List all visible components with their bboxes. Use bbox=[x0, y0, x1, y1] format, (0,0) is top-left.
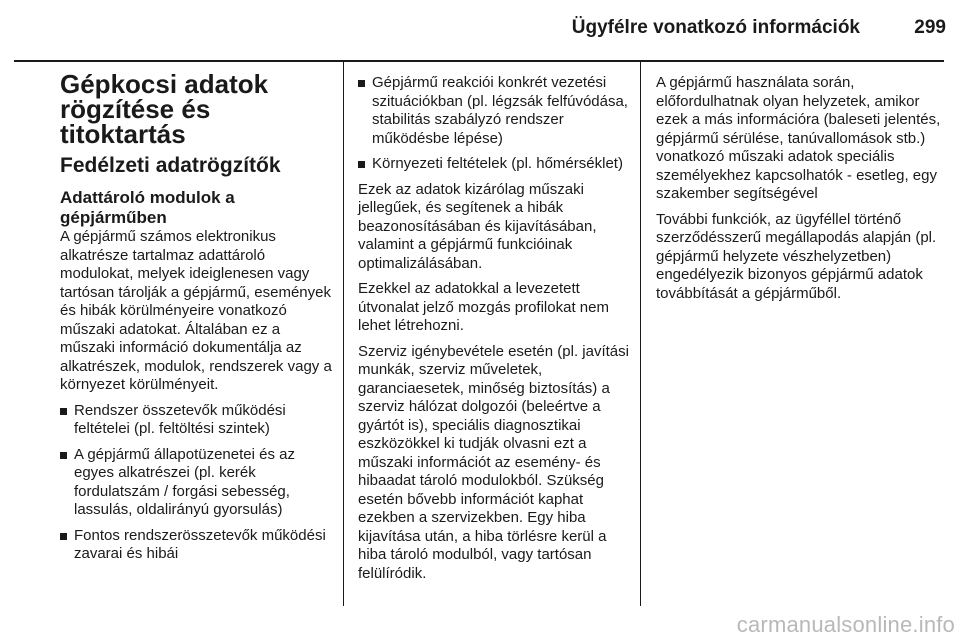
section-title: Fedélzeti adatrögzítők bbox=[60, 154, 281, 177]
column-divider-1 bbox=[343, 62, 344, 606]
list-item: Fontos rendszerösszetevők működési zavarai és hibái bbox=[60, 527, 338, 564]
list-item: Rendszer összetevők működési feltételei (pl. feltöltési szintek) bbox=[60, 402, 338, 439]
page-number: 299 bbox=[914, 17, 946, 38]
body-paragraph: Szerviz igénybevétele esetén (pl. javítási munkák, szerviz műveletek, garanciaesetek, minőség biztosítás) a szerviz hálózat dolgozói (beleértve a gyártót is), speciális diagnosztikai eszközökkel ki tudják olvasni ezt a műszaki információt az esemény- és hibaadat tároló modulokból. Szükség esetén bővebb információt kaphat ezekben a szervizekben. Egy hiba kijavítása után, a hiba törlésre kerül a hiba tároló modulból, vagy tartósan felülíródik. bbox=[358, 342, 629, 582]
column-1 bbox=[60, 62, 338, 571]
body-paragraph: Ezek az adatok kizárólag műszaki jellegűek, és segítenek a hibák beazonosításában és kijavításában, valamint a gépjármű funkcióinak optimalizálásában. bbox=[358, 180, 597, 272]
watermark: carmanualsonline.info bbox=[736, 612, 955, 637]
list-item: Gépjármű reakciói konkrét vezetési szituációkban (pl. légzsák felfúvódása, stabilitás szabályzó rendszer működésbe lépése) bbox=[358, 74, 636, 148]
list-item: Környezeti feltételek (pl. hőmérséklet) bbox=[358, 155, 636, 174]
body-paragraph: A gépjármű használata során, előfordulhatnak olyan helyzetek, amikor ezek a más információra (baleseti jelentés, gépjármű sérülése, tanúvallomások stb.) vonatkozó műszaki adatok speciális személyekhez kapcsolhatók - esetleg, egy szakember segítségével bbox=[656, 74, 941, 202]
chapter-title: Gépkocsi adatok rögzítése és titoktartás bbox=[60, 69, 269, 149]
body-paragraph: További funkciók, az ügyféllel történő szerződésszerű megállapodás alapján (pl. gépjármű helyzete vészhelyzetben) engedélyezik bizonyos gépjármű adatok továbbítását a gépjárműből. bbox=[656, 210, 937, 302]
bullet-list bbox=[60, 402, 338, 564]
column-2 bbox=[358, 62, 636, 590]
body-paragraph: Ezekkel az adatokkal a levezetett útvonalat jelző mozgás profilokat nem lehet létrehozni. bbox=[358, 280, 609, 334]
column-divider-2 bbox=[640, 62, 641, 606]
subsection-title: Adattároló modulok a gépjárműben bbox=[60, 188, 235, 227]
intro-paragraph: A gépjármű számos elektronikus alkatrésze tartalmaz adattároló modulokat, melyek ideiglenesen vagy tartósan tárolják a gépjármű, események és hibák körülményeire vonatkozó műszaki adatokat. Általában ez a műszaki információ dokumentálja az alkatrészek, modulok, rendszerek vagy a környezet körülményeit. bbox=[60, 228, 332, 393]
list-item: A gépjármű állapotüzenetei és az egyes alkatrészei (pl. kerék fordulatszám / forgási sebesség, lassulás, oldalirányú gyorsulás) bbox=[60, 446, 338, 520]
running-header-title: Ügyfélre vonatkozó információk bbox=[571, 17, 860, 38]
column-3 bbox=[656, 62, 946, 310]
bullet-list bbox=[358, 74, 636, 174]
